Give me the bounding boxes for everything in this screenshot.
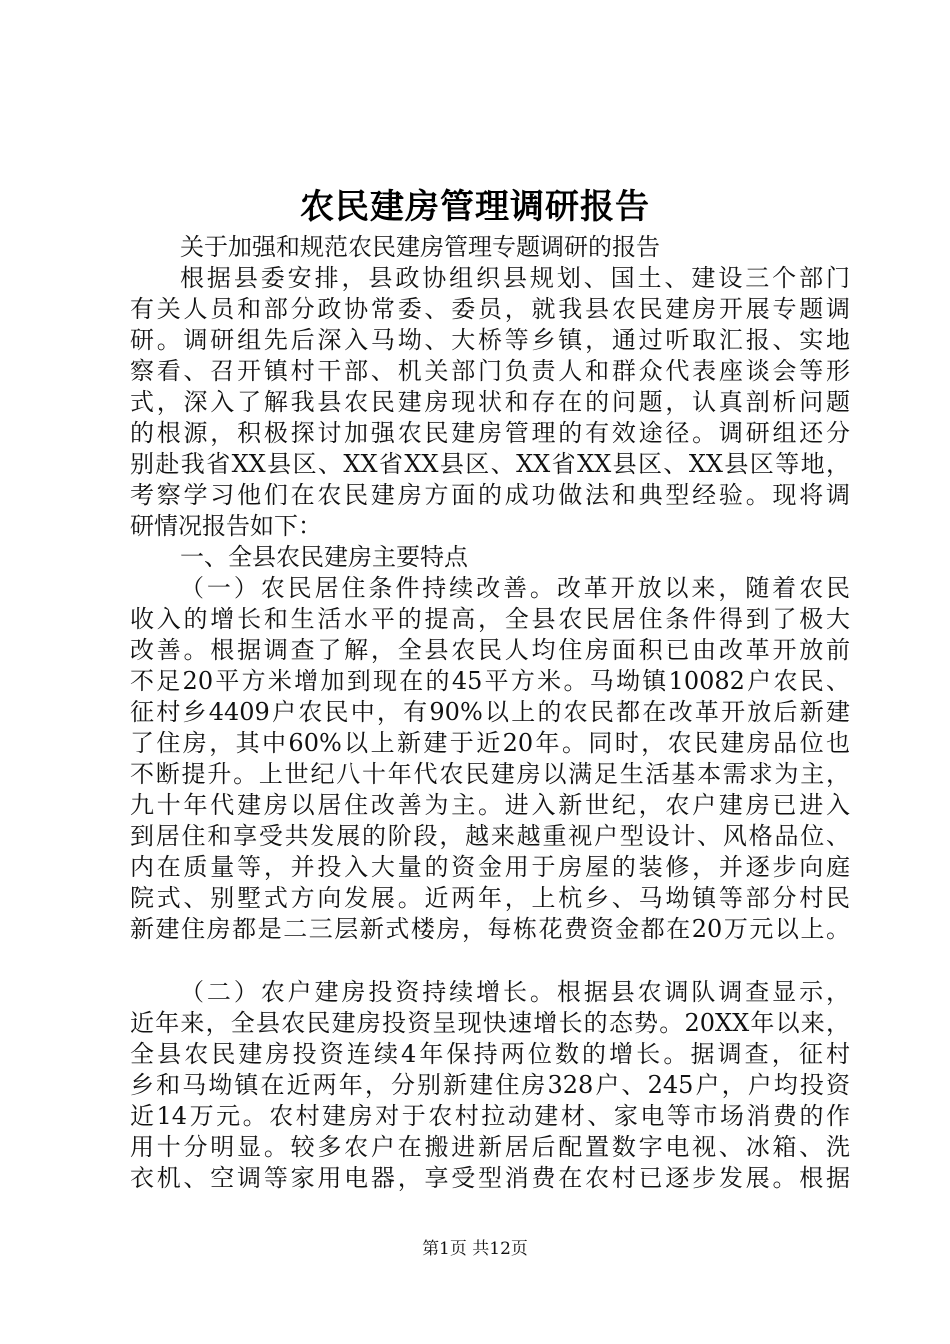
- body-line: 关于加强和规范农民建房管理专题调研的报告: [180, 233, 660, 261]
- body-line: 用十分明显。较多农户在搬进新居后配置数字电视、冰箱、洗: [130, 1133, 850, 1161]
- body-line: 改善。根据调查了解，全县农民人均住房面积已由改革开放前: [130, 636, 850, 664]
- body-line: 了住房，其中60%以上新建于近20年。同时，农民建房品位也: [130, 729, 850, 757]
- body-line: 内在质量等，并投入大量的资金用于房屋的装修，并逐步向庭: [130, 853, 850, 881]
- body-line: 乡和马坳镇在近两年，分别新建住房328户、245户，户均投资: [130, 1071, 850, 1099]
- section-heading: 一、全县农民建房主要特点: [180, 543, 468, 571]
- body-line: 根据县委安排，县政协组织县规划、国土、建设三个部门: [180, 264, 850, 292]
- body-line: 不足20平方米增加到现在的45平方米。马坳镇10082户农民、: [130, 667, 850, 695]
- body-line: （一）农民居住条件持续改善。改革开放以来，随着农民: [180, 574, 850, 602]
- body-line: 式，深入了解我县农民建房现状和存在的问题，认真剖析问题: [130, 388, 850, 416]
- page-footer: 第1页 共12页: [422, 1239, 528, 1259]
- body-line: 院式、别墅式方向发展。近两年，上杭乡、马坳镇等部分村民: [130, 884, 850, 912]
- body-line: 研。调研组先后深入马坳、大桥等乡镇，通过听取汇报、实地: [130, 326, 850, 354]
- body-line: 的根源，积极探讨加强农民建房管理的有效途径。调研组还分: [130, 419, 850, 447]
- body-line: 有关人员和部分政协常委、委员，就我县农民建房开展专题调: [130, 295, 850, 323]
- body-line: 到居住和享受共发展的阶段，越来越重视户型设计、风格品位、: [130, 822, 850, 850]
- paragraph-gap: [130, 945, 850, 977]
- body-line: 察看、召开镇村干部、机关部门负责人和群众代表座谈会等形: [130, 357, 850, 385]
- body-line: 考察学习他们在农民建房方面的成功做法和典型经验。现将调: [130, 481, 850, 509]
- body-line: 衣机、空调等家用电器，享受型消费在农村已逐步发展。根据: [130, 1164, 850, 1192]
- document-body: [130, 232, 850, 1194]
- body-line: 九十年代建房以居住改善为主。进入新世纪，农户建房已进入: [130, 791, 850, 819]
- body-line: 征村乡4409户农民中，有90%以上的农民都在改革开放后新建: [130, 698, 850, 726]
- document-title: 农民建房管理调研报告: [300, 187, 650, 227]
- body-line: 不断提升。上世纪八十年代农民建房以满足生活基本需求为主，: [130, 760, 850, 788]
- body-line: 近14万元。农村建房对于农村拉动建材、家电等市场消费的作: [130, 1102, 850, 1130]
- body-line: 近年来，全县农民建房投资呈现快速增长的态势。20XX年以来，: [130, 1009, 850, 1037]
- body-line: 新建住房都是二三层新式楼房，每栋花费资金都在20万元以上。: [130, 915, 850, 943]
- body-line: 收入的增长和生活水平的提高，全县农民居住条件得到了极大: [130, 605, 850, 633]
- body-line: 研情况报告如下：: [130, 512, 322, 540]
- body-line: 全县农民建房投资连续4年保持两位数的增长。据调查，征村: [130, 1040, 850, 1068]
- body-line: （二）农户建房投资持续增长。根据县农调队调查显示，: [180, 978, 850, 1006]
- body-line: 别赴我省XX县区、XX省XX县区、XX省XX县区、XX县区等地，: [130, 450, 850, 478]
